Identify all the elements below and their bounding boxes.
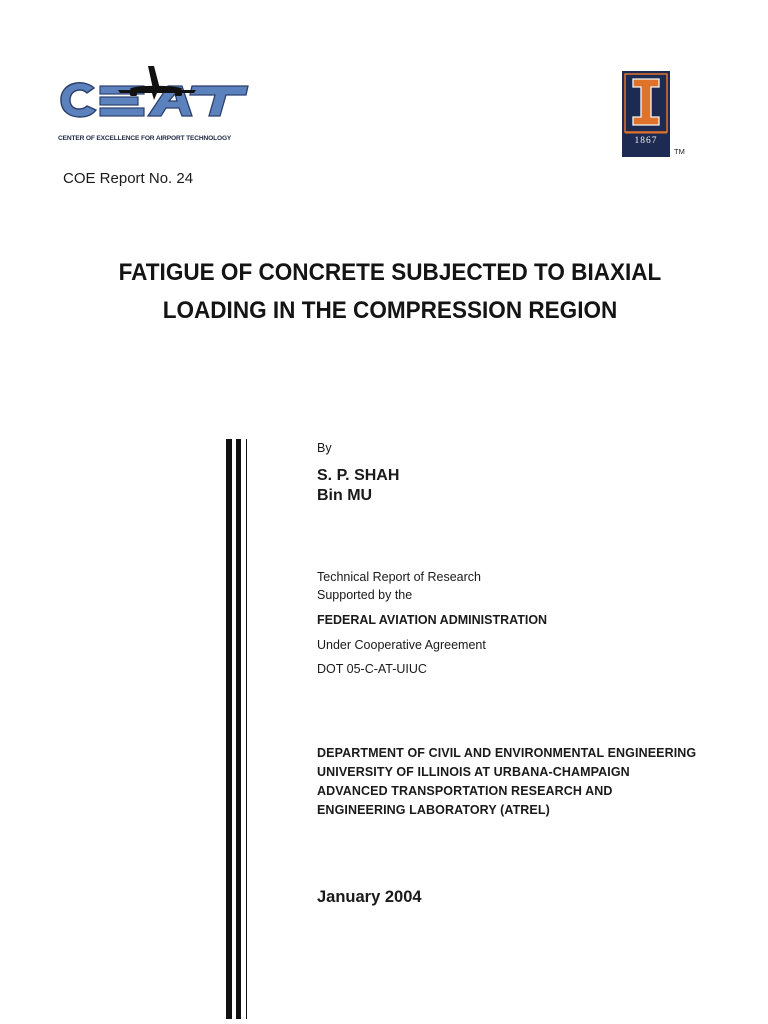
university-logo	[622, 71, 692, 161]
department-line: DEPARTMENT OF CIVIL AND ENVIRONMENTAL ENGINEERING	[317, 746, 697, 760]
trademark-mark: TM	[674, 147, 685, 156]
founding-year: 1867	[634, 136, 658, 146]
sponsor-agency: FEDERAL AVIATION ADMINISTRATION	[317, 613, 548, 627]
by-label: By	[317, 441, 332, 455]
department-line: UNIVERSITY OF ILLINOIS AT URBANA-CHAMPAIGN	[317, 765, 630, 779]
support-line: Supported by the	[317, 588, 413, 602]
ceat-logo	[56, 62, 256, 148]
publication-date: January 2004	[317, 888, 422, 906]
author-name: Bin MU	[317, 487, 373, 504]
ceat-wordmark	[56, 62, 256, 134]
report-number: COE Report No. 24	[63, 170, 194, 187]
department-line: ENGINEERING LABORATORY (ATREL)	[317, 803, 550, 817]
title-line-1: FATIGUE OF CONCRETE SUBJECTED TO BIAXIAL	[118, 259, 662, 286]
decorative-bar	[226, 439, 232, 1019]
title-line-2: LOADING IN THE COMPRESSION REGION	[162, 297, 618, 324]
author-name: S. P. SHAH	[317, 467, 400, 484]
support-line: Technical Report of Research	[317, 570, 481, 584]
agreement-label: Under Cooperative Agreement	[317, 638, 486, 652]
decorative-rule	[246, 439, 247, 1019]
ceat-caption: CENTER OF EXCELLENCE FOR AIRPORT TECHNOLOGY	[58, 135, 232, 142]
report-title	[86, 254, 693, 330]
department-line: ADVANCED TRANSPORTATION RESEARCH AND	[317, 784, 613, 798]
decorative-bar	[236, 439, 241, 1019]
agreement-number: DOT 05-C-AT-UIUC	[317, 662, 427, 676]
